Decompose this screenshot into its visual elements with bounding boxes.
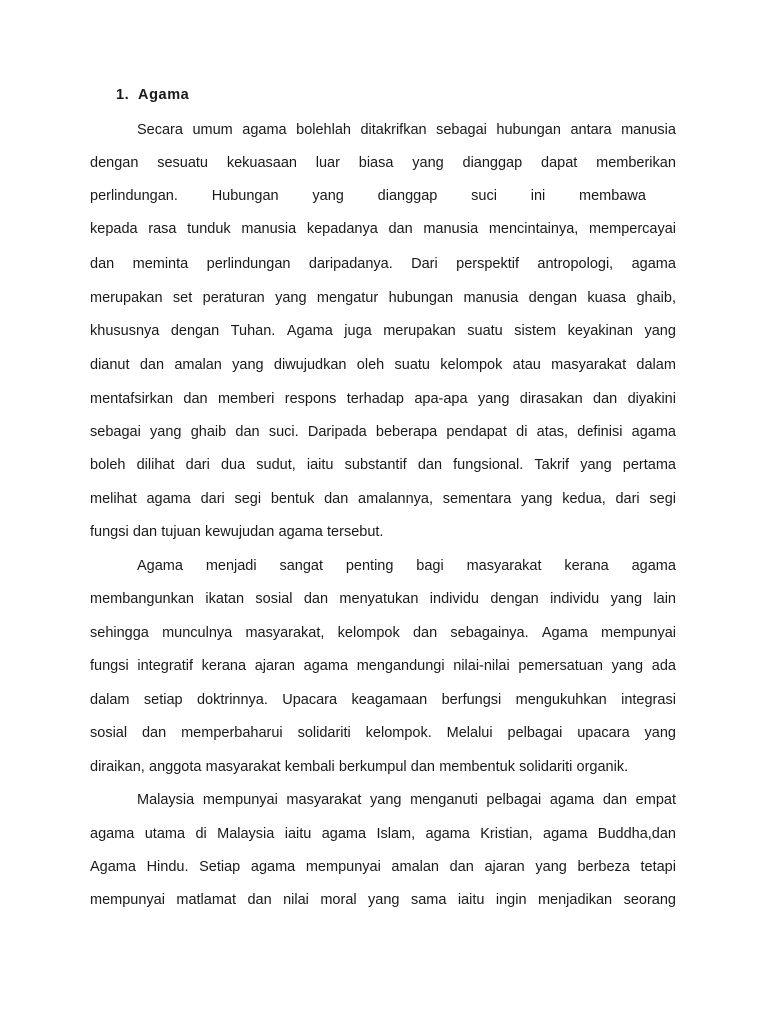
text-line xyxy=(90,656,676,676)
word: hubungan xyxy=(388,290,454,306)
word: yang xyxy=(150,424,182,440)
word: agama xyxy=(250,859,296,875)
word: kelompok xyxy=(337,625,400,641)
word: merupakan xyxy=(90,290,163,306)
word: Tuhan. xyxy=(230,323,276,339)
word: dan xyxy=(388,221,413,237)
word: substantif xyxy=(344,457,407,473)
word: sistem xyxy=(514,323,557,339)
word: sangat xyxy=(279,558,323,574)
word: dan xyxy=(412,625,438,641)
word: beberapa xyxy=(375,424,438,440)
word: agama xyxy=(321,826,367,842)
word: penting xyxy=(345,558,394,574)
word: lain xyxy=(653,591,676,607)
word: ditakrifkan xyxy=(360,122,427,138)
word: agama xyxy=(631,558,676,574)
word: dianggap xyxy=(462,155,523,171)
word: Malaysia xyxy=(217,826,275,842)
word: daripadanya. xyxy=(308,256,393,272)
word: keyakinan xyxy=(567,323,633,339)
word: Malaysia xyxy=(137,792,195,808)
word: Kristian, xyxy=(480,826,533,842)
word: dan xyxy=(449,859,474,875)
text-line xyxy=(90,355,676,375)
word: melihat xyxy=(90,491,137,507)
word: Secara xyxy=(137,122,183,138)
word: manusia xyxy=(241,221,297,237)
text-line xyxy=(90,824,676,844)
word: yang xyxy=(232,357,264,373)
word: masyarakat xyxy=(551,357,627,373)
word: diwujudkan xyxy=(273,357,347,373)
word: menjadikan xyxy=(537,892,613,908)
word: peraturan xyxy=(202,290,265,306)
word: menyatukan xyxy=(339,591,419,607)
word: dengan xyxy=(170,323,220,339)
word: mempercayai xyxy=(588,221,676,237)
word: mengatur xyxy=(316,290,379,306)
word: boleh xyxy=(90,457,126,473)
word: dan xyxy=(90,256,115,272)
word: atas, xyxy=(536,424,569,440)
word: sosial xyxy=(90,725,128,741)
word: perlindungan. xyxy=(90,188,178,204)
word: amalan xyxy=(174,357,222,373)
word: Setiap xyxy=(199,859,241,875)
word: fungsional. xyxy=(453,457,524,473)
word: pelbagai xyxy=(507,725,563,741)
word: dengan xyxy=(528,290,578,306)
word: segi xyxy=(649,491,676,507)
text-line xyxy=(90,254,676,274)
word: bentuk xyxy=(270,491,315,507)
word: Agama xyxy=(541,625,588,641)
word: yang xyxy=(644,323,676,339)
word: dan xyxy=(417,457,443,473)
word: hubungan xyxy=(496,122,561,138)
word: yang xyxy=(535,859,567,875)
word: Islam, xyxy=(376,826,416,842)
word: utama xyxy=(144,826,186,842)
word: anggota xyxy=(149,759,202,775)
word: bagi xyxy=(416,558,444,574)
word: tetapi xyxy=(640,859,676,875)
word: Upacara xyxy=(282,692,338,708)
word: dianut xyxy=(90,357,130,373)
word: Melalui xyxy=(446,725,493,741)
word: di xyxy=(195,826,207,842)
text-line xyxy=(90,723,676,743)
section-heading xyxy=(116,86,189,104)
word: yang xyxy=(370,792,402,808)
word: agama xyxy=(278,524,323,540)
word: dari xyxy=(200,491,225,507)
text-line xyxy=(137,790,676,810)
word: definisi xyxy=(577,424,623,440)
word: kembali xyxy=(284,759,335,775)
word: kelompok xyxy=(440,357,503,373)
word: kerana xyxy=(564,558,609,574)
word: manusia xyxy=(621,122,676,138)
word: Agama xyxy=(137,558,183,574)
word: sebagainya. xyxy=(450,625,529,641)
word: terhadap xyxy=(346,391,404,407)
word: amalan xyxy=(391,859,439,875)
word: manusia xyxy=(423,221,479,237)
word: diraikan, xyxy=(90,759,145,775)
word: membawa xyxy=(579,188,646,204)
word: tersebut. xyxy=(327,524,384,540)
text-line xyxy=(90,522,676,542)
word: sementara xyxy=(442,491,512,507)
word: kepada xyxy=(90,221,138,237)
word: dianggap xyxy=(377,188,438,204)
word: sosial xyxy=(255,591,293,607)
word: atau xyxy=(512,357,541,373)
word: membentuk xyxy=(439,759,515,775)
word: ajaran xyxy=(484,859,525,875)
word: agama xyxy=(425,826,470,842)
word: suatu xyxy=(467,323,503,339)
word: kelompok. xyxy=(365,725,432,741)
word: iaitu xyxy=(457,892,485,908)
word: Hindu. xyxy=(146,859,189,875)
text-line xyxy=(90,857,676,877)
word: ghaib, xyxy=(636,290,676,306)
word: dan xyxy=(247,892,272,908)
word: iaitu xyxy=(284,826,312,842)
word: khususnya xyxy=(90,323,160,339)
text-line xyxy=(90,690,676,710)
text-line xyxy=(90,219,676,239)
word: integratif xyxy=(137,658,193,674)
word: berkumpul xyxy=(338,759,407,775)
word: respons xyxy=(284,391,337,407)
word: agama xyxy=(543,826,588,842)
word: Buddha,dan xyxy=(597,826,676,842)
word: sudut, xyxy=(256,457,296,473)
word: memberi xyxy=(217,391,275,407)
word: biasa xyxy=(358,155,394,171)
text-line xyxy=(90,321,676,341)
word: Hubungan xyxy=(211,188,279,204)
word: dan xyxy=(141,725,167,741)
word: yang xyxy=(368,892,400,908)
word: dilihat xyxy=(136,457,175,473)
word: umum xyxy=(192,122,233,138)
word: juga xyxy=(344,323,372,339)
word: pertama xyxy=(622,457,676,473)
text-line xyxy=(90,489,676,509)
word: ada xyxy=(651,658,676,674)
word: sebagai xyxy=(436,122,487,138)
word: nilai-nilai xyxy=(453,658,510,674)
word: dari xyxy=(615,491,640,507)
word: agama xyxy=(146,491,191,507)
word: setiap xyxy=(143,692,183,708)
word: sehingga xyxy=(90,625,149,641)
word: diyakini xyxy=(627,391,676,407)
word: tujuan xyxy=(161,524,201,540)
word: moral xyxy=(320,892,357,908)
word: masyarakat, xyxy=(245,625,325,641)
text-line xyxy=(90,890,676,910)
word: mengukuhkan xyxy=(515,692,607,708)
word: doktrinnya. xyxy=(196,692,268,708)
word: tunduk xyxy=(187,221,231,237)
word: kepadanya xyxy=(306,221,378,237)
word: kewujudan xyxy=(204,524,275,540)
word: suci. xyxy=(268,424,299,440)
word: yang xyxy=(275,290,307,306)
text-line xyxy=(137,556,676,576)
word: matlamat xyxy=(176,892,237,908)
word: fungsi xyxy=(90,658,129,674)
word: pendapat xyxy=(446,424,507,440)
word: perlindungan xyxy=(206,256,291,272)
word: kekuasaan xyxy=(226,155,297,171)
word: masyarakat xyxy=(205,759,281,775)
word: yang xyxy=(477,391,510,407)
word: pelbagai xyxy=(486,792,542,808)
word: bolehlah xyxy=(296,122,351,138)
word: ajaran xyxy=(254,658,295,674)
word: membangunkan xyxy=(90,591,194,607)
word: mempunyai xyxy=(305,859,381,875)
word: keagamaan xyxy=(351,692,428,708)
word: yang xyxy=(521,491,553,507)
text-line xyxy=(137,120,676,140)
word: menganuti xyxy=(410,792,478,808)
word: fungsi xyxy=(90,524,129,540)
word: di xyxy=(516,424,528,440)
word: individu xyxy=(550,591,600,607)
word: yang xyxy=(610,591,643,607)
word: suci xyxy=(471,188,497,204)
word: amalannya, xyxy=(358,491,434,507)
word: agama xyxy=(631,256,676,272)
word: dalam xyxy=(636,357,676,373)
word: agama xyxy=(242,122,287,138)
word: seorang xyxy=(623,892,676,908)
word: memberikan xyxy=(596,155,676,171)
word: ikatan xyxy=(205,591,245,607)
text-line xyxy=(90,288,676,308)
word: oleh xyxy=(356,357,385,373)
word: organik. xyxy=(576,759,629,775)
word: dapat xyxy=(541,155,578,171)
word: agama xyxy=(90,826,135,842)
word: antropologi, xyxy=(537,256,614,272)
word: sesuatu xyxy=(157,155,208,171)
word: Takrif xyxy=(534,457,570,473)
word: dengan xyxy=(90,155,139,171)
word: dan xyxy=(132,524,158,540)
word: solidariti xyxy=(519,759,573,775)
word: empat xyxy=(635,792,676,808)
word: meminta xyxy=(132,256,189,272)
word: dalam xyxy=(90,692,130,708)
word: dari xyxy=(185,457,210,473)
word: berbeza xyxy=(577,859,630,875)
word: yang xyxy=(580,457,612,473)
word: pemersatuan xyxy=(518,658,603,674)
word: individu xyxy=(429,591,479,607)
word: dan xyxy=(324,491,349,507)
word: Agama xyxy=(90,859,136,875)
word: ini xyxy=(530,188,546,204)
section-number: 1. xyxy=(116,87,130,103)
word: agama xyxy=(549,792,595,808)
word: mempunyai xyxy=(90,892,165,908)
word: mempunyai xyxy=(601,625,676,641)
word: antara xyxy=(570,122,612,138)
word: agama xyxy=(631,424,676,440)
section-title: Agama xyxy=(138,87,190,103)
word: set xyxy=(172,290,193,306)
word: apa-apa xyxy=(414,391,468,407)
word: kerana xyxy=(201,658,247,674)
word: mencintainya, xyxy=(488,221,579,237)
word: kuasa xyxy=(587,290,627,306)
word: merupakan xyxy=(383,323,456,339)
word: Dari xyxy=(411,256,438,272)
word: suatu xyxy=(394,357,430,373)
word: iaitu xyxy=(306,457,334,473)
word: memperbaharui xyxy=(181,725,283,741)
word: dan xyxy=(303,591,329,607)
word: menjadi xyxy=(205,558,257,574)
word: mempunyai xyxy=(202,792,278,808)
text-line xyxy=(90,623,676,643)
word: perspektif xyxy=(456,256,520,272)
word: rasa xyxy=(148,221,177,237)
word: yang xyxy=(644,725,676,741)
word: dan xyxy=(139,357,165,373)
text-line xyxy=(90,186,646,206)
word: yang xyxy=(412,155,444,171)
word: Daripada xyxy=(307,424,367,440)
text-line xyxy=(90,422,676,442)
word: dengan xyxy=(490,591,539,607)
word: mengandungi xyxy=(356,658,445,674)
word: Agama xyxy=(286,323,333,339)
word: sebagai xyxy=(90,424,141,440)
word: segi xyxy=(234,491,262,507)
word: munculnya xyxy=(162,625,233,641)
word: mentafsirkan xyxy=(90,391,174,407)
word: berfungsi xyxy=(441,692,502,708)
word: ghaib xyxy=(190,424,227,440)
text-line xyxy=(90,757,676,777)
word: sama xyxy=(410,892,447,908)
word: nilai xyxy=(283,892,309,908)
text-line xyxy=(90,589,676,609)
word: integrasi xyxy=(621,692,676,708)
word: kedua, xyxy=(562,491,606,507)
word: dirasakan xyxy=(519,391,583,407)
word: dan xyxy=(602,792,628,808)
text-line xyxy=(90,153,676,173)
text-line xyxy=(90,389,676,409)
word: masyarakat xyxy=(466,558,542,574)
text-line xyxy=(90,455,676,475)
word: solidariti xyxy=(297,725,351,741)
word: masyarakat xyxy=(286,792,362,808)
word: dua xyxy=(220,457,246,473)
word: manusia xyxy=(463,290,519,306)
word: dan xyxy=(593,391,618,407)
word: agama xyxy=(303,658,349,674)
word: luar xyxy=(315,155,340,171)
word: yang xyxy=(611,658,644,674)
word: yang xyxy=(312,188,344,204)
word: dan xyxy=(183,391,208,407)
word: ingin xyxy=(495,892,527,908)
word: upacara xyxy=(577,725,630,741)
word: dan xyxy=(410,759,435,775)
word: dan xyxy=(235,424,260,440)
